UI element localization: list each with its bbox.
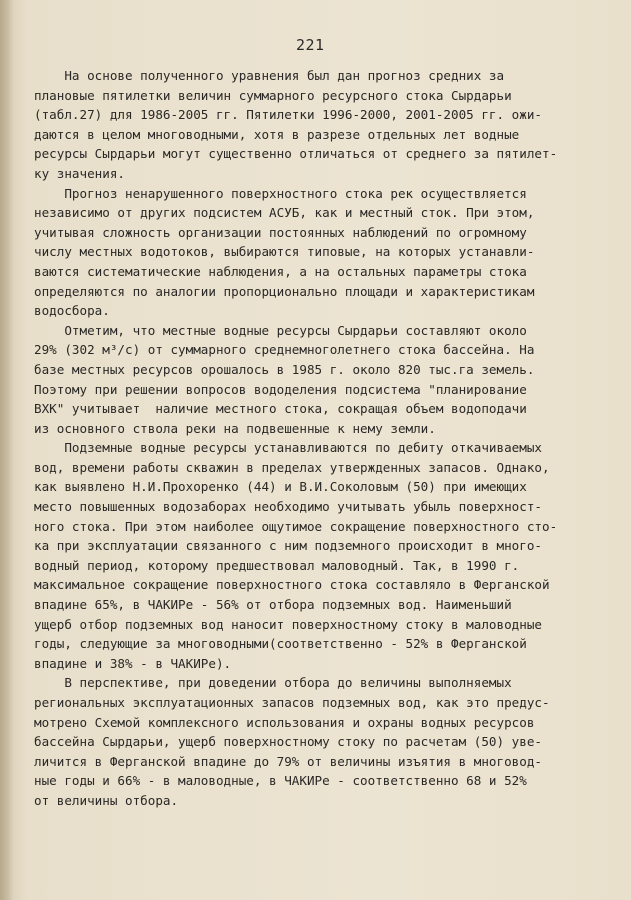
text-line: ущерб отбор подземных вод наносит поверхностному стоку в маловодные xyxy=(34,616,542,632)
text-line: ные годы и 66% - в маловодные, в ЧАКИРе - соответственно 68 и 52% xyxy=(34,773,527,789)
text-line: 29% (302 м³/с) от суммарного среднемноголетнего стока бассейна. На xyxy=(34,342,535,358)
text-line: Подземные водные ресурсы устанавливаются по дебиту откачиваемых xyxy=(34,440,542,456)
text-line: бассейна Сырдарьи, ущерб поверхностному стоку по расчетам (50) уве- xyxy=(34,734,542,750)
text-line: ного стока. При этом наиболее ощутимое сокращение поверхностного сто- xyxy=(34,518,558,534)
body-text xyxy=(34,66,590,811)
text-line: максимальное сокращение поверхностного стока составляло в Ферганской xyxy=(34,577,550,593)
text-line: Прогноз ненарушенного поверхностного стока рек осуществляется xyxy=(34,185,527,201)
text-line: от величины отбора. xyxy=(34,792,179,808)
text-line: (табл.27) для 1986-2005 гг. Пятилетки 1996-2000, 2001-2005 гг. ожи- xyxy=(34,107,542,123)
text-line: Отметим, что местные водные ресурсы Сырдарьи составляют около xyxy=(34,322,527,338)
text-line: определяются по аналогии пропорционально площади и характеристикам xyxy=(34,283,535,299)
text-line: впадине 65%, в ЧАКИРе - 56% от отбора подземных вод. Наименьший xyxy=(34,597,512,613)
text-line: базе местных ресурсов орошалось в 1985 г. около 820 тыс.га земель. xyxy=(34,361,535,377)
text-line: личится в Ферганской впадине до 79% от величины изъятия в многовод- xyxy=(34,753,542,769)
text-line: ваются систематические наблюдения, а на остальных параметры стока xyxy=(34,263,527,279)
text-line: плановые пятилетки величин суммарного ресурсного стока Сырдарьи xyxy=(34,87,512,103)
text-line: вод, времени работы скважин в пределах утвержденных запасов. Однако, xyxy=(34,459,550,475)
text-line: ресурсы Сырдарьи могут существенно отличаться от среднего за пятилет- xyxy=(34,146,558,162)
page-number: 221 xyxy=(296,36,325,54)
text-line: На основе полученного уравнения был дан прогноз средних за xyxy=(34,68,505,83)
page-binding-shadow xyxy=(0,0,14,900)
text-line: учитывая сложность организации постоянных наблюдений по огромному xyxy=(34,224,527,240)
text-line: впадине и 38% - в ЧАКИРе). xyxy=(34,655,232,671)
text-line: ку значения. xyxy=(34,165,125,181)
text-line: независимо от других подсистем АСУБ, как и местный сток. При этом, xyxy=(34,205,535,221)
text-line: числу местных водотоков, выбираются типовые, на которых устанавли- xyxy=(34,244,535,260)
text-line: мотрено Схемой комплексного использования и охраны водных ресурсов xyxy=(34,714,535,730)
text-line: водосбора. xyxy=(34,303,110,319)
text-line: место повышенных водозаборах необходимо учитывать убыль поверхност- xyxy=(34,499,542,515)
text-line: водный период, которому предшествовал маловодный. Так, в 1990 г. xyxy=(34,557,520,573)
text-line: даются в целом многоводными, хотя в разрезе отдельных лет водные xyxy=(34,126,520,142)
text-line: В перспективе, при доведении отбора до величины выполняемых xyxy=(34,675,512,691)
text-line: годы, следующие за многоводными(соответственно - 52% в Ферганской xyxy=(34,636,527,652)
text-line: как выявлено Н.И.Прохоренко (44) и В.И.Соколовым (50) при имеющих xyxy=(34,479,527,495)
text-line: ка при эксплуатации связанного с ним подземного происходит в много- xyxy=(34,538,542,554)
text-line: из основного ствола реки на подвешенные к нему земли. xyxy=(34,420,436,436)
text-line: Поэтому при решении вопросов вододеления подсистема "планирование xyxy=(34,381,527,397)
text-line: ВХК" учитывает наличие местного стока, сокращая объем водоподачи xyxy=(34,401,527,417)
text-line: региональных эксплуатационных запасов подземных вод, как это предус- xyxy=(34,695,550,710)
